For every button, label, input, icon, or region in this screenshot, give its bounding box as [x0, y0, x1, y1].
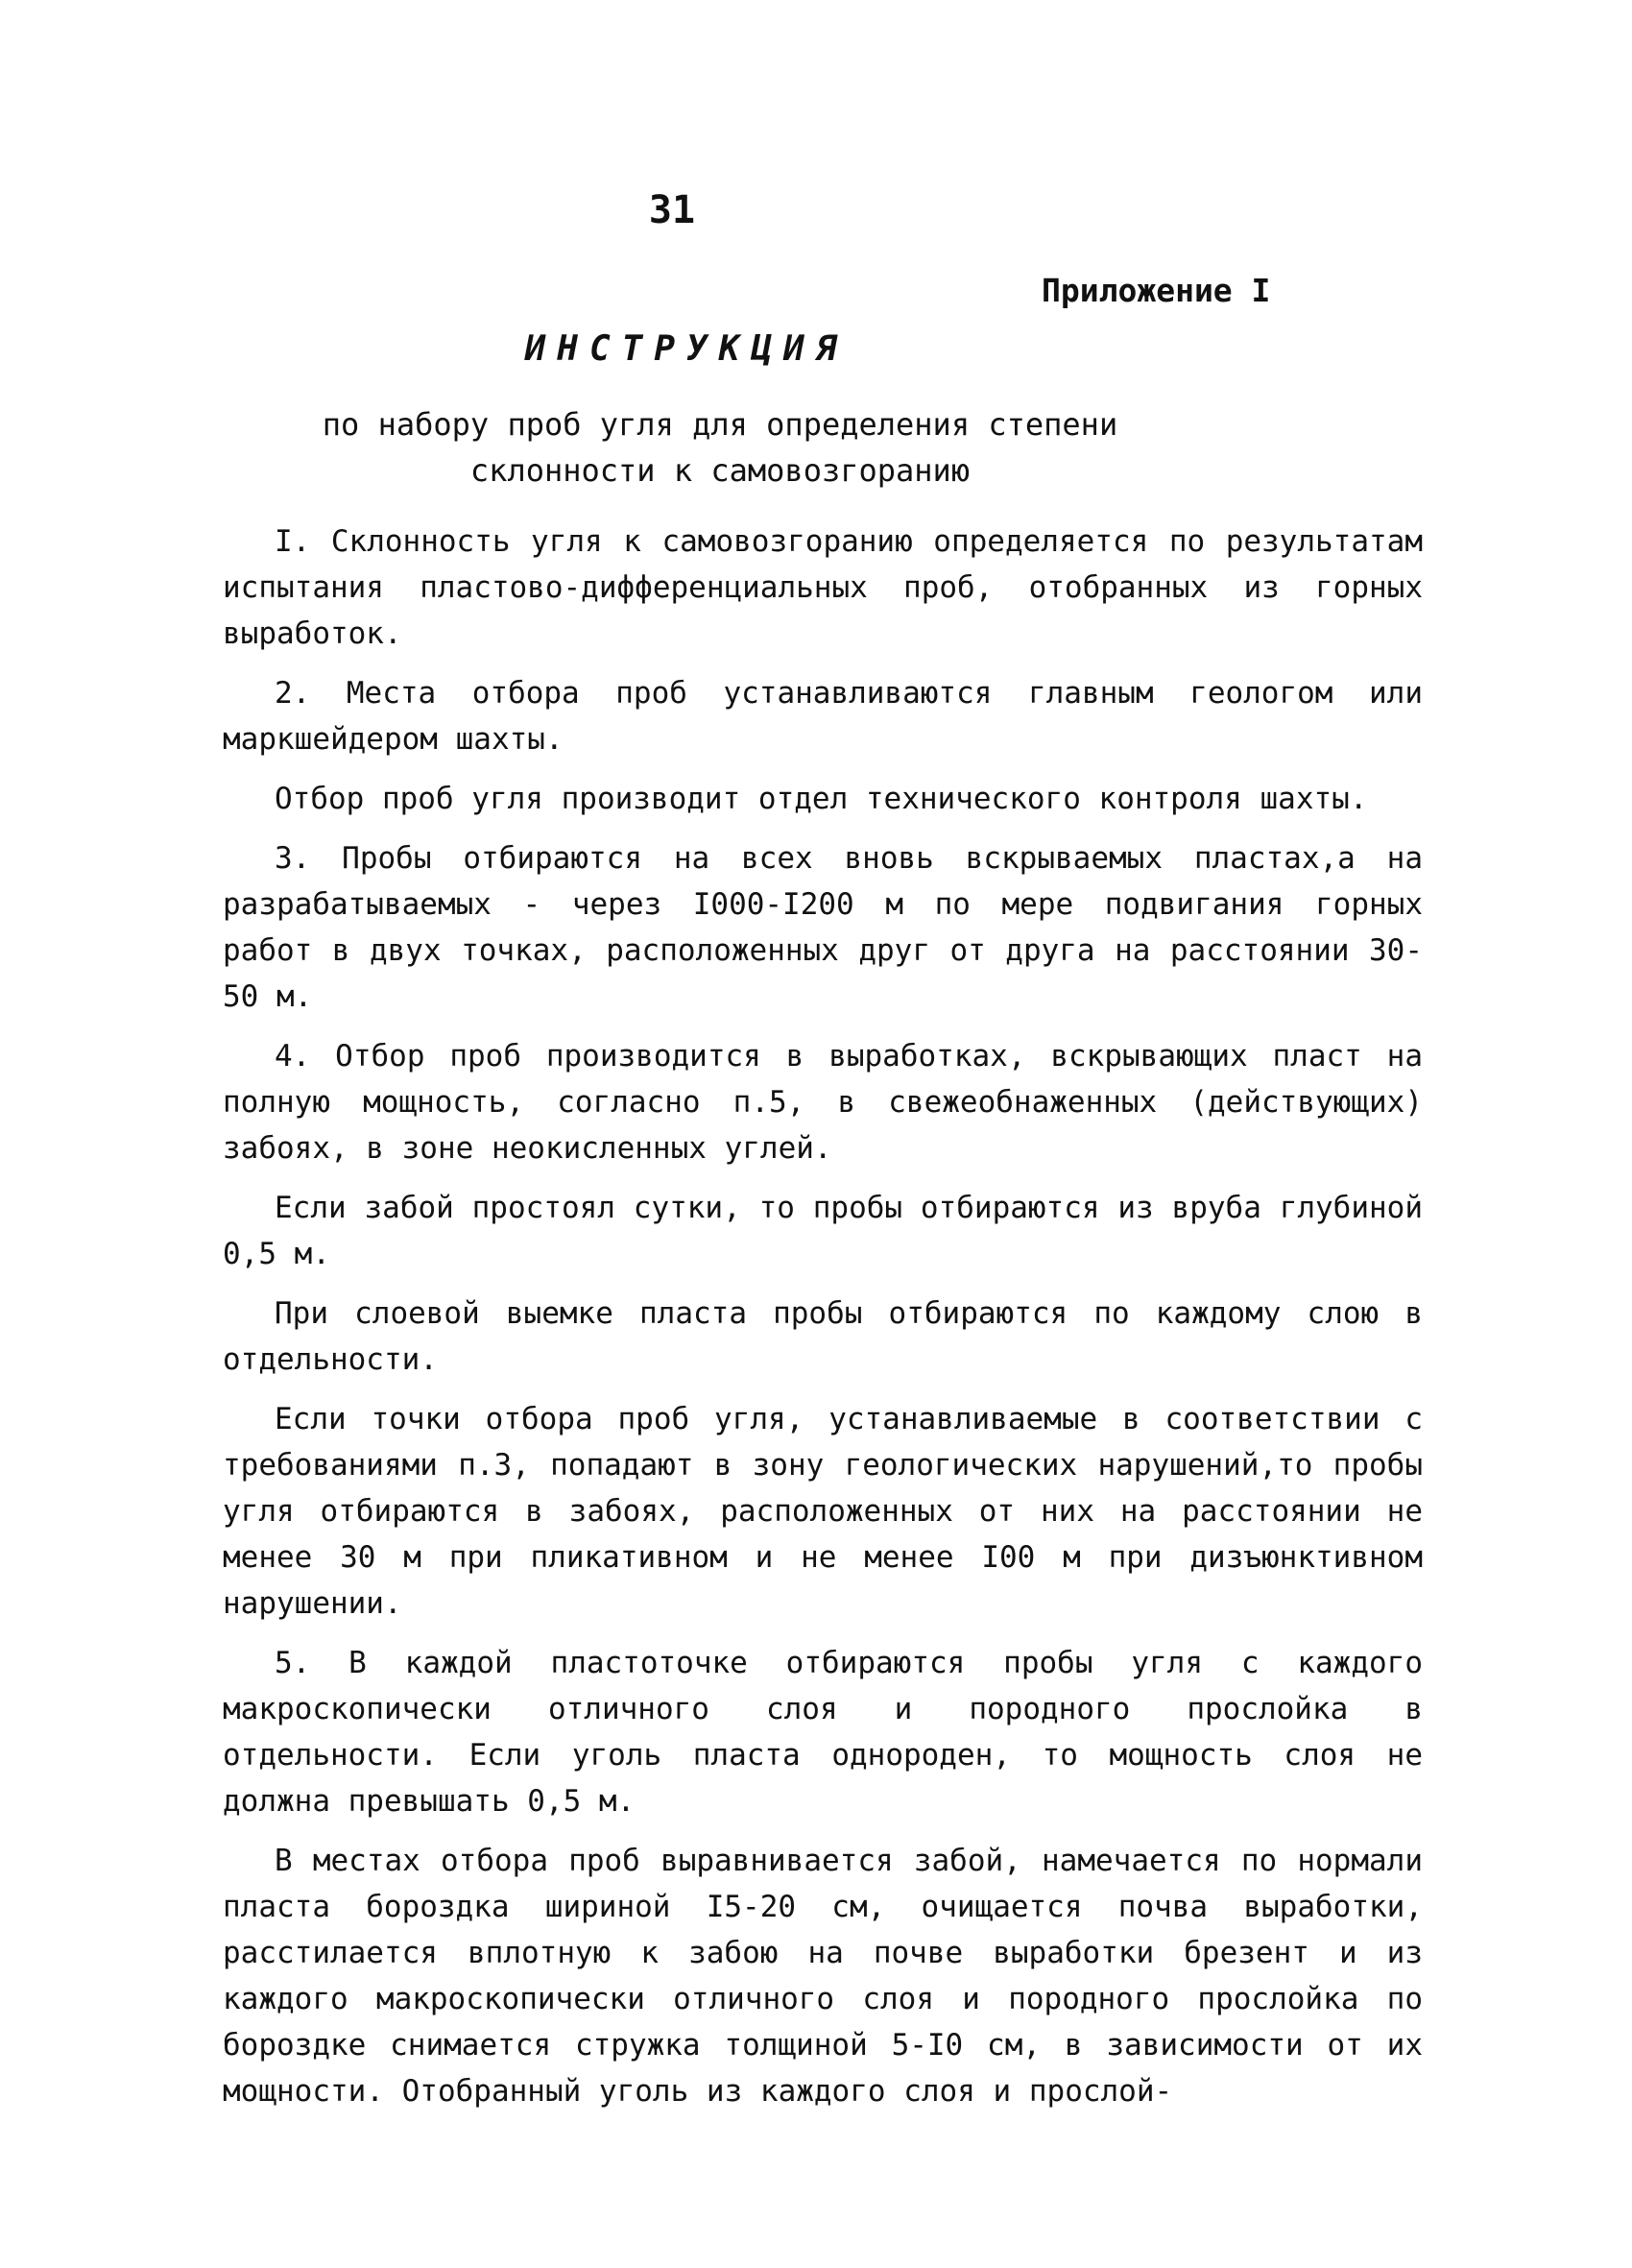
paragraph-8: Если точки отбора проб угля, устанавливаемые в соответствии с требованиями п.3, попадают в зону геологических нарушений,то пробы угля отбираются в забоях, расположенных от них на расстоянии не менее 30 м при пликативном и не менее I00 м при дизъюнктивном нарушении. [223, 1402, 1423, 1621]
document-body [223, 519, 1423, 2114]
subtitle-line-1: по набору проб угля для определения степени [322, 406, 1118, 443]
paragraph-4: 3. Пробы отбираются на всех вновь вскрываемых пластах,а на разрабатываемых - через I000-I200 м по мере подвигания горных работ в двух точках, расположенных друг от друга на расстоянии 30-50 м. [223, 841, 1423, 1014]
document-title: ИНСТРУКЦИЯ [524, 329, 849, 369]
page-number: 31 [648, 188, 696, 232]
paragraph-2: 2. Места отбора проб устанавливаются главным геологом или маркшейдером шахты. [223, 676, 1423, 757]
subtitle-line-2: склонности к самовозгоранию [469, 452, 971, 489]
document-subtitle [0, 401, 1440, 494]
paragraph-7: При слоевой выемке пласта пробы отбираются по каждому слою в отдельности. [223, 1296, 1423, 1377]
paragraph-9: 5. В каждой пластоточке отбираются пробы угля с каждого макроскопически отличного слоя и породного прослойка в отдельности. Если уголь пласта однороден, то мощность слоя не должна превышать 0,5 м. [223, 1646, 1423, 1819]
paragraph-1: I. Склонность угля к самовозгоранию определяется по результатам испытания пластово-дифференциальных проб, отобранных из горных выработок. [223, 524, 1423, 651]
paragraph-3: Отбор проб угля производит отдел технического контроля шахты. [275, 782, 1368, 816]
appendix-label: Приложение I [1042, 272, 1271, 309]
paragraph-5: 4. Отбор проб производится в выработках, вскрывающих пласт на полную мощность, согласно п.5, в свежеобнаженных (действующих) забоях, в зоне неокисленных углей. [223, 1039, 1423, 1166]
paragraph-10: В местах отбора проб выравнивается забой, намечается по нормали пласта бороздка шириной I5-20 см, очищается почва выработки, расстилается вплотную к забою на почве выработки брезент и из каждого макроскопически отличного слоя и породного прослойка по бороздке снимается стружка толщиной 5-I0 см, в зависимости от их мощности. Отобранный уголь из каждого слоя и прослой- [223, 1844, 1423, 2109]
paragraph-6: Если забой простоял сутки, то пробы отбираются из вруба глубиной 0,5 м. [223, 1191, 1423, 1271]
